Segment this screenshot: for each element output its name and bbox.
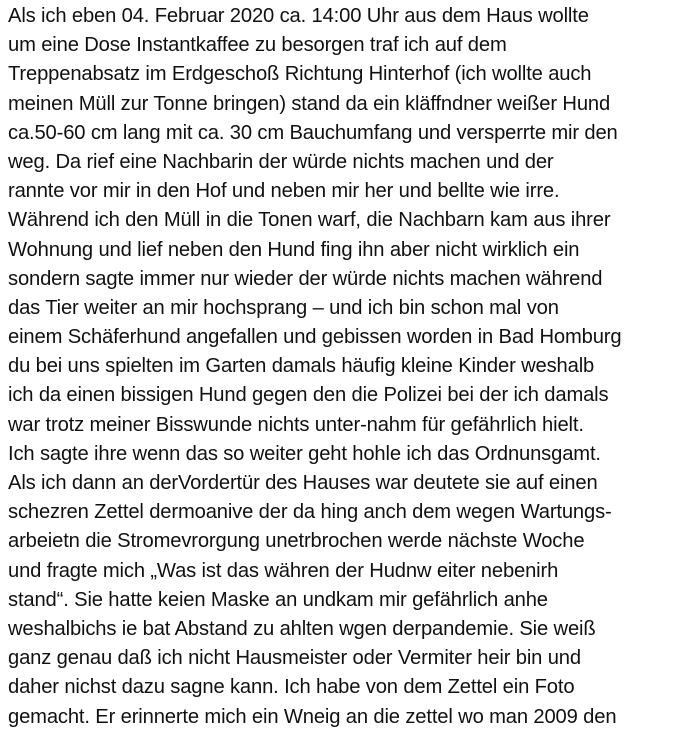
text-line-6: weg. Da rief eine Nachbarin der würde nichts machen und der [8, 150, 554, 173]
text-line-5: ca.50-60 cm lang mit ca. 30 cm Bauchumfang und versperrte mir den [8, 121, 618, 144]
text-line-10: sondern sagte immer nur wieder der würde nichts machen während [8, 267, 603, 290]
document-body [8, 0, 690, 732]
text-line-25: gemacht. Er erinnerte mich ein Wneig an die zettel wo man 2009 den [8, 705, 617, 728]
text-line-1: Als ich eben 04. Februar 2020 ca. 14:00 Uhr aus dem Haus wollte [8, 5, 589, 27]
text-line-2: um eine Dose Instantkaffee zu besorgen traf ich auf dem [8, 34, 507, 57]
text-line-3: Treppenabsatz im Erdgeschoß Richtung Hinterhof (ich wollte auch [8, 63, 592, 86]
text-line-19: arbeietn die Stromevrorgung unetrbrochen werde nächste Woche [8, 530, 585, 553]
text-line-14: ich da einen bissigen Hund gegen den die Polizei bei der ich damals [8, 384, 609, 407]
text-line-24: daher nichst dazu sagne kann. Ich habe von dem Zettel ein Foto [8, 676, 575, 699]
text-line-23: ganz genau daß ich nicht Hausmeister oder Vermiter heir bin und [8, 647, 581, 670]
text-line-21: stand“. Sie hatte keien Maske an undkam mir gefährlich anhe [8, 588, 548, 611]
text-line-9: Wohnung und lief neben den Hund fing ihn aber nicht wirklich ein [8, 238, 580, 261]
text-line-11: das Tier weiter an mir hochsprang – und ich bin schon mal von [8, 296, 559, 319]
text-line-4: meinen Müll zur Tonne bringen) stand da ein kläffndner weißer Hund [8, 92, 611, 115]
text-line-22: weshalbichs ie bat Abstand zu ahlten wgen derpandemie. Sie weiß [8, 617, 596, 640]
text-line-15: war trotz meiner Bisswunde nichts unter-nahm für gefährlich hielt. [8, 413, 584, 436]
text-line-16: Ich sagte ihre wenn das so weiter geht hohle ich das Ordnunsgamt. [8, 442, 601, 465]
text-line-18: schezren Zettel dermoanive der da hing anch dem wegen Wartungs- [8, 501, 612, 524]
text-line-17: Als ich dann an derVordertür des Hauses war deutete sie auf einen [8, 472, 598, 494]
text-line-20: und fragte mich „Was ist das währen der Hudnw eiter nebenirh [8, 559, 559, 582]
text-line-7: rannte vor mir in den Hof und neben mir her und bellte wie irre. [8, 180, 560, 203]
text-line-8: Während ich den Müll in die Tonen warf, die Nachbarn kam aus ihrer [8, 209, 611, 232]
text-line-12: einem Schäferhund angefallen und gebissen worden in Bad Homburg [8, 326, 622, 349]
text-line-13: du bei uns spielten im Garten damals häufig kleine Kinder weshalb [8, 355, 595, 378]
